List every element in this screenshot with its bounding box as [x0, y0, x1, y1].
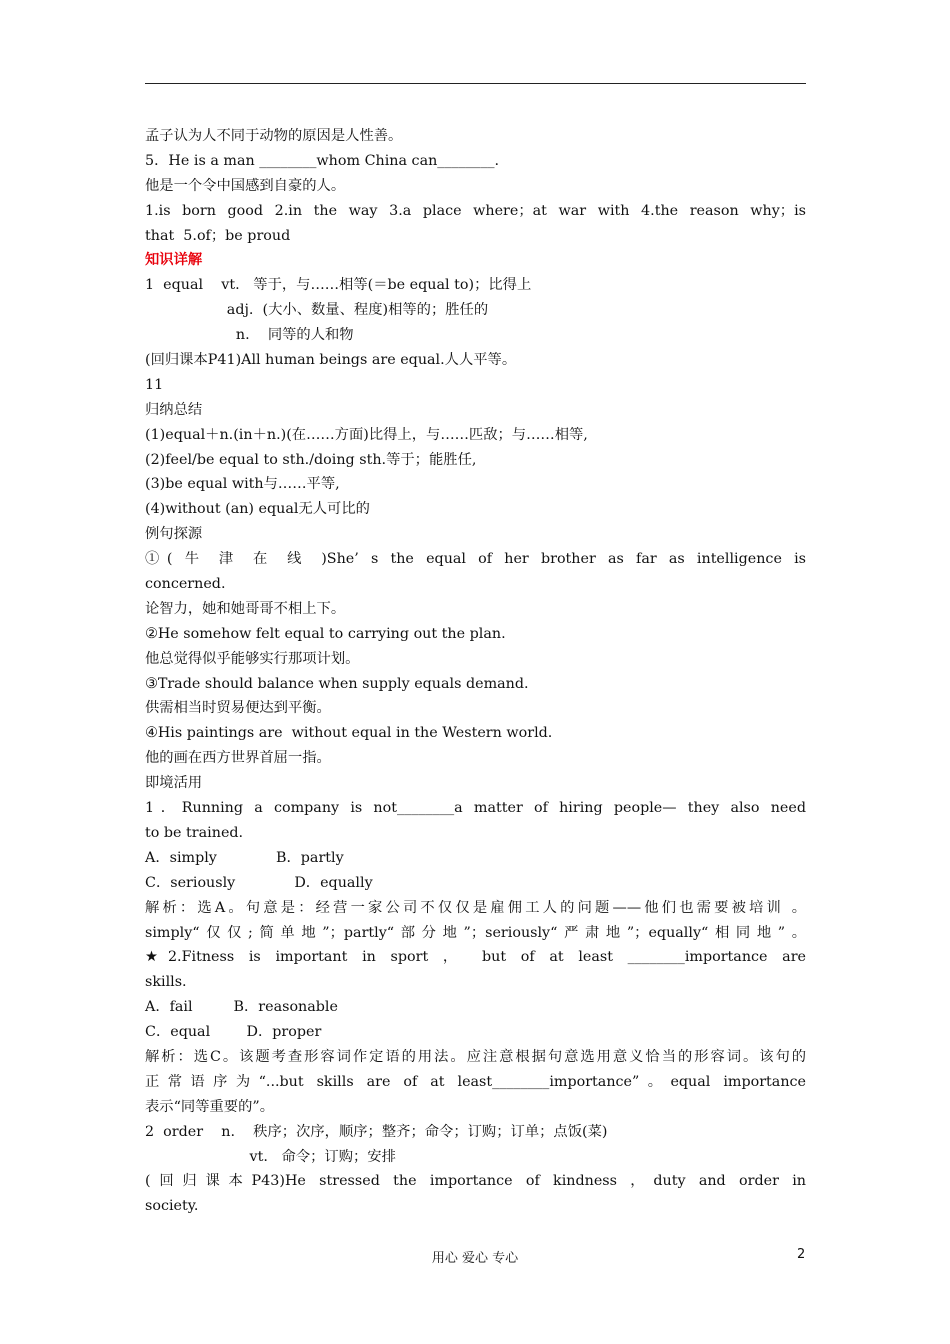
footer-motto: 用心 爱心 专心 — [431, 1251, 519, 1266]
text-line: 供需相当时贸易便达到平衡。 — [145, 700, 331, 717]
text-line: society. — [145, 1198, 199, 1215]
text-line: 11 — [145, 376, 164, 393]
text-line: 论智力，她和她哥哥不相上下。 — [145, 600, 346, 617]
text-line: 5．He is a man ________whom China can________. — [145, 152, 500, 169]
text-line: 2 order n. 秩序；次序，顺序；整齐；命令；订购；订单；点饭(菜) — [145, 1123, 608, 1140]
text-line: 孟子认为人不同于动物的原因是人性善。 — [145, 128, 403, 144]
text-line: 1.is born good 2.in the way 3.a place where；at war with 4.the reason why；is — [145, 202, 806, 219]
text-line: C．equal D．proper — [145, 1024, 322, 1041]
text-line: that 5.of；be proud — [145, 227, 291, 244]
text-line: vt. 命令；订购；安排 — [145, 1148, 396, 1165]
text-line: (回归课本P41)All human beings are equal.人人平等。 — [145, 352, 517, 369]
page-footer — [0, 1247, 950, 1267]
text-line: 1．Running a company is not________a matter of hiring people— they also need — [145, 800, 806, 817]
text-line: 1 equal vt. 等于，与……相等(＝be equal to)；比得上 — [145, 277, 532, 294]
text-line: C．seriously D．equally — [145, 874, 373, 891]
text-line: ①( 牛 津 在 线 )She’ s the equal of her brother as far as intelligence is — [145, 551, 806, 568]
text-line: 例句探源 — [145, 526, 203, 543]
text-line: 他是一个令中国感到自豪的人。 — [145, 177, 346, 194]
text-line: A．fail B．reasonable — [145, 999, 338, 1016]
text-line: concerned. — [145, 576, 226, 593]
text-line: ④His paintings are without equal in the Western world. — [145, 725, 553, 742]
text-line: n. 同等的人和物 — [145, 327, 354, 344]
text-line: 他总觉得似乎能够实行那项计划。 — [145, 650, 360, 667]
page-content — [145, 124, 806, 1219]
text-line: 他的画在西方世界首屈一指。 — [145, 750, 331, 767]
text-line: ★2.Fitness is important in sport ， but of at least ________importance are — [145, 949, 806, 966]
text-line: skills. — [145, 974, 187, 991]
text-line: ③Trade should balance when supply equals demand. — [145, 675, 529, 692]
text-line: 正常语序为“...but skills are of at least________importance”。equal importance — [145, 1073, 806, 1090]
page-number: 2 — [797, 1247, 806, 1262]
text-line: ②He somehow felt equal to carrying out the plan. — [145, 625, 506, 642]
text-line: 解析：选C。该题考查形容词作定语的用法。应注意根据句意选用意义恰当的形容词。该句的 — [145, 1048, 806, 1065]
header-rule — [145, 83, 806, 84]
text-line: (3)be equal with与……平等, — [145, 476, 340, 493]
text-line: 归纳总结 — [145, 401, 203, 418]
text-line: simply“仅仅;简单地”；partly“部分地”；seriously“严肃地”；equally“相同地”。 — [145, 924, 806, 941]
text-line: to be trained. — [145, 824, 244, 841]
text-line: 解析：选A。句意是：经营一家公司不仅仅是雇佣工人的问题——他们也需要被培训 。 — [145, 899, 806, 916]
text-line: (2)feel/be equal to sth./doing sth.等于；能胜任, — [145, 451, 477, 468]
section-heading: 知识详解 — [145, 252, 203, 269]
text-line: 表示“同等重要的”。 — [145, 1098, 274, 1115]
text-line: (回归课本P43)He stressed the importance of kindness ，duty and order in — [145, 1173, 806, 1190]
text-line: (1)equal＋n.(in＋n.)(在……方面)比得上，与……匹敌；与……相等, — [145, 426, 588, 443]
text-line: A．simply B．partly — [145, 849, 344, 866]
text-line: adj. (大小、数量、程度)相等的；胜任的 — [145, 302, 489, 319]
text-line: 即境活用 — [145, 775, 203, 792]
text-line: (4)without (an) equal无人可比的 — [145, 501, 370, 518]
